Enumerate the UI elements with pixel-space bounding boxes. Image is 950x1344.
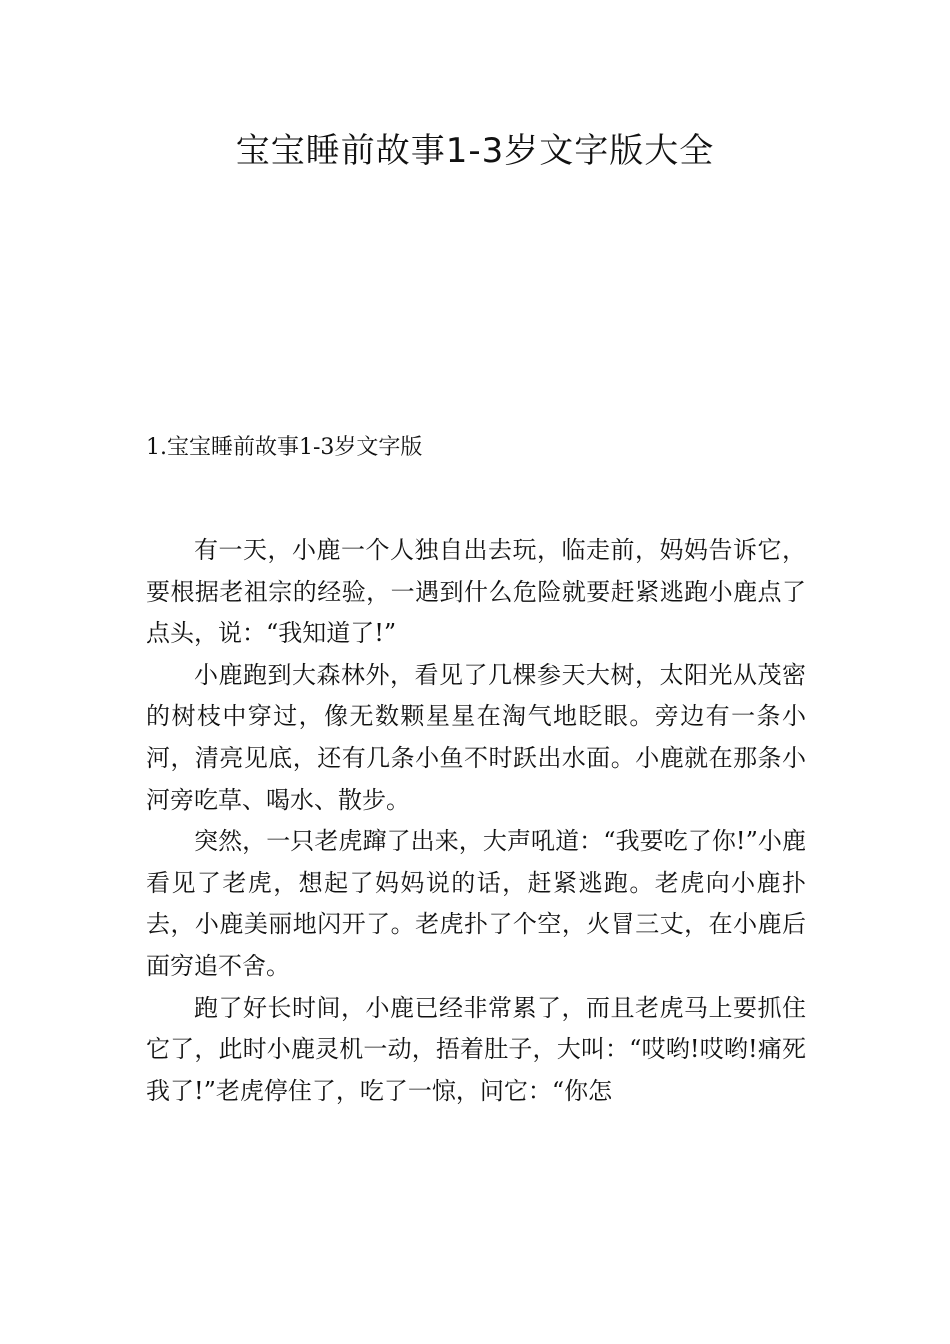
- section-heading: 1.宝宝睡前故事1-3岁文字版: [146, 435, 423, 460]
- paragraph-2: 小鹿跑到大森林外，看见了几棵参天大树，太阳光从茂密的树枝中穿过，像无数颗星星在淘气地眨眼。旁边有一条小河，清亮见底，还有几条小鱼不时跃出水面。小鹿就在那条小河旁吃草、喝水、散步。: [146, 660, 806, 814]
- story-body: [146, 530, 806, 1112]
- paragraph-1: 有一天，小鹿一个人独自出去玩，临走前，妈妈告诉它，要根据老祖宗的经验，一遇到什么危险就要赶紧逃跑小鹿点了点头，说：“我知道了!”: [146, 536, 806, 648]
- paragraph-4: 跑了好长时间，小鹿已经非常累了，而且老虎马上要抓住它了，此时小鹿灵机一动，捂着肚子，大叫：“哎哟!哎哟!痛死我了!”老虎停住了，吃了一惊，问它：“你怎: [146, 993, 806, 1105]
- paragraph-3: 突然，一只老虎蹿了出来，大声吼道：“我要吃了你!”小鹿看见了老虎，想起了妈妈说的话，赶紧逃跑。老虎向小鹿扑去，小鹿美丽地闪开了。老虎扑了个空，火冒三丈，在小鹿后面穷追不舍。: [146, 827, 806, 980]
- document-title: 宝宝睡前故事1-3岁文字版大全: [235, 131, 715, 171]
